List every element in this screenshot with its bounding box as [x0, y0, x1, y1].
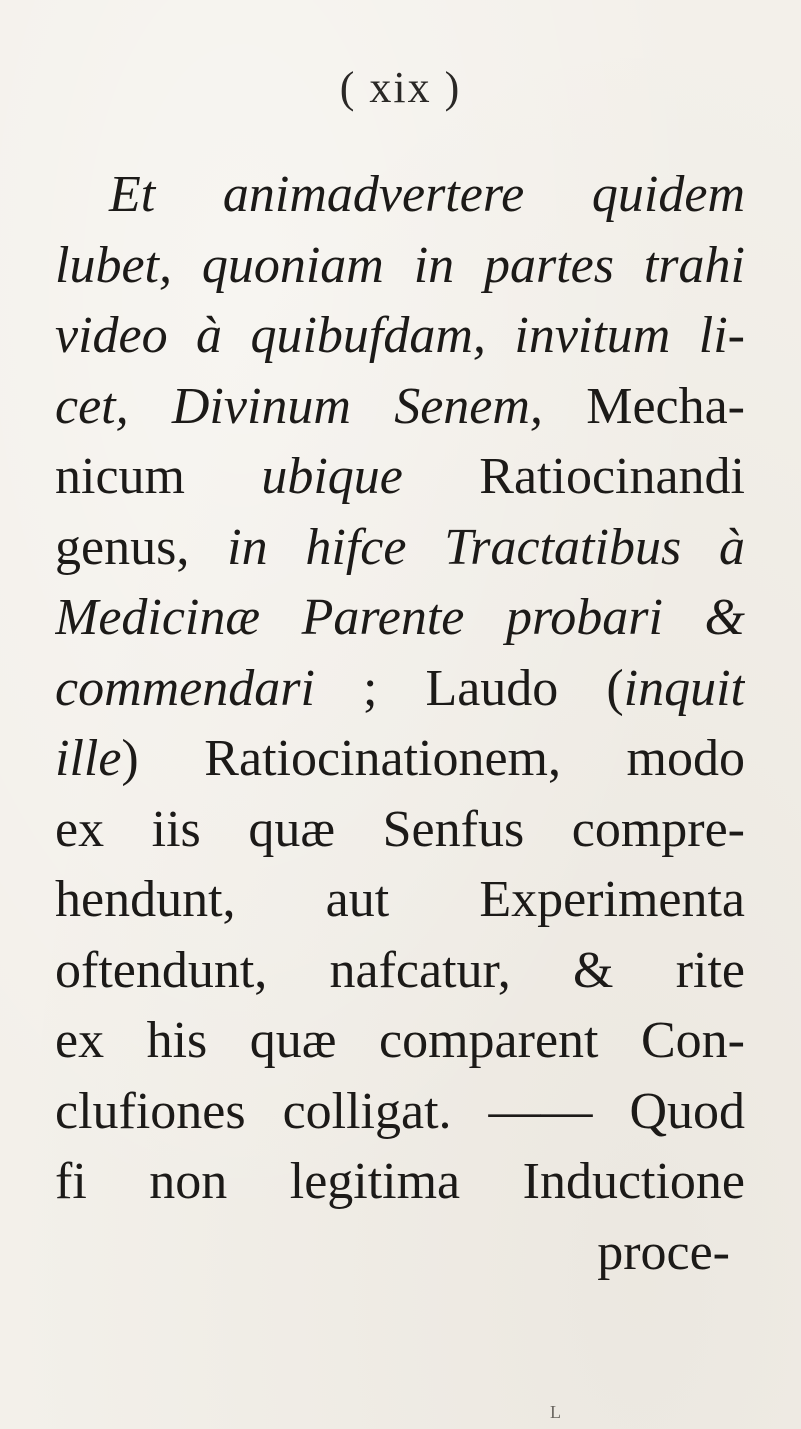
text-line — [55, 301, 745, 372]
text-segment: ex iis quæ Senfus compre- — [55, 800, 745, 858]
text-line — [55, 724, 745, 795]
text-line — [55, 583, 745, 654]
text-line — [55, 442, 745, 513]
text-line — [55, 1006, 745, 1077]
text-segment: fi non legitima Inductione — [55, 1153, 745, 1210]
text-line — [55, 654, 745, 725]
text-line — [55, 1147, 745, 1218]
text-segment: Ratiocinandi — [479, 448, 745, 505]
text-line — [55, 865, 745, 936]
text-line — [55, 795, 745, 866]
text-segment: ubique — [261, 448, 480, 505]
text-line — [55, 1077, 745, 1148]
text-segment: genus, — [55, 518, 228, 576]
text-segment: commendari — [55, 659, 363, 717]
page-number-header: ( xix ) — [339, 63, 462, 112]
text-line — [55, 513, 745, 584]
text-segment: Et animadvertere quidem — [109, 166, 745, 223]
text-line — [55, 231, 745, 302]
text-segment: in hifce Tractatibus à — [227, 518, 745, 576]
text-segment: oftendunt, nafcatur, & rite — [55, 941, 745, 999]
text-segment: Mecha- — [586, 377, 745, 435]
text-segment: lubet, quoniam in partes trahi — [55, 236, 745, 294]
text-segment: inquit — [623, 659, 745, 717]
signature-mark: L — [550, 1402, 561, 1422]
text-segment: cet, Divinum Senem, — [55, 377, 587, 435]
text-segment: proce- — [597, 1223, 730, 1281]
body-text — [55, 160, 745, 1288]
text-segment: hendunt, aut Experimenta — [55, 871, 745, 928]
text-segment: Medicinæ Parente probari & — [55, 589, 745, 646]
text-segment: ex his quæ comparent Con- — [55, 1012, 745, 1069]
text-line — [55, 936, 745, 1007]
text-line — [55, 160, 745, 231]
text-segment: ) Ratiocinationem, modo — [121, 730, 745, 787]
text-segment: ; Laudo ( — [362, 659, 624, 717]
text-segment: ille — [55, 730, 122, 787]
text-segment: nicum — [55, 448, 262, 505]
text-segment: clufiones colligat. —— Quod — [55, 1082, 745, 1140]
text-line — [55, 1218, 745, 1289]
text-segment: video à quibufdam, invitum li- — [55, 307, 745, 364]
text-line — [55, 372, 745, 443]
